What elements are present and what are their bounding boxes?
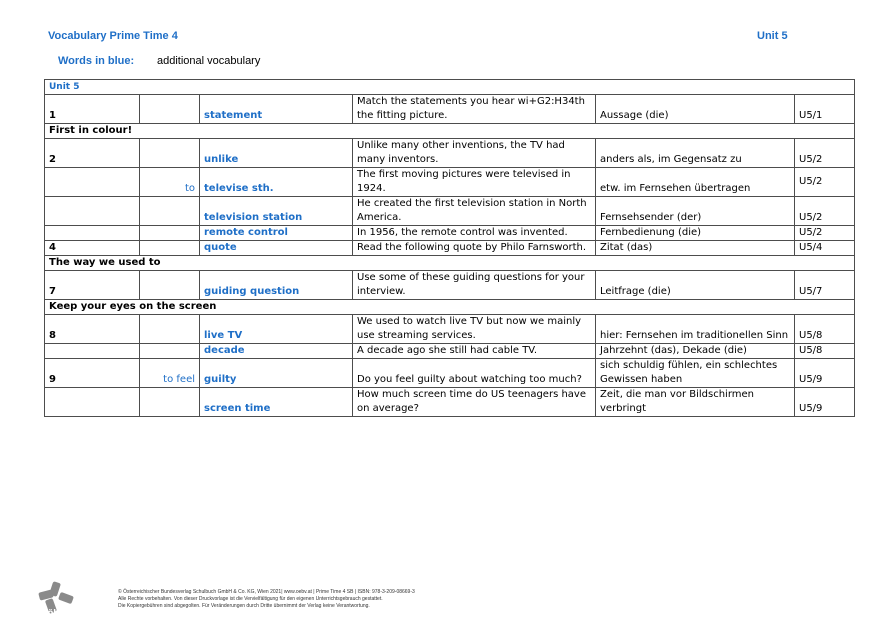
example-sentence: He created the first television station in North America. [353, 197, 596, 226]
exercise-number: 7 [45, 271, 140, 300]
section-title: Keep your eyes on the screen [45, 300, 855, 315]
obv-logo-text: öbv [47, 608, 65, 617]
example-sentence: Do you feel guilty about watching too much? [353, 359, 596, 388]
example-sentence: We used to watch live TV but now we mainly use streaming services. [353, 315, 596, 344]
exercise-number [45, 168, 140, 197]
unit-reference: U5/8 [795, 315, 855, 344]
table-row [45, 226, 855, 241]
german-translation: Fernbedienung (die) [596, 226, 795, 241]
vocab-word: guilty [200, 359, 353, 388]
table-row [45, 271, 855, 300]
exercise-number: 4 [45, 241, 140, 256]
legend-text: additional vocabulary [157, 55, 261, 67]
section-row [45, 256, 855, 271]
vocab-word: quote [200, 241, 353, 256]
word-prefix [140, 344, 200, 359]
german-translation: anders als, im Gegensatz zu [596, 139, 795, 168]
example-sentence: The first moving pictures were televised in 1924. [353, 168, 596, 197]
exercise-number: 2 [45, 139, 140, 168]
exercise-number: 8 [45, 315, 140, 344]
vocab-word: live TV [200, 315, 353, 344]
exercise-number: 1 [45, 95, 140, 124]
table-unit-label: Unit 5 [45, 80, 855, 95]
vocab-word: decade [200, 344, 353, 359]
vocabulary-table-body [45, 80, 855, 417]
vocab-word: statement [200, 95, 353, 124]
german-translation: Fernsehsender (der) [596, 197, 795, 226]
section-row [45, 300, 855, 315]
word-prefix [140, 388, 200, 417]
unit-reference: U5/1 [795, 95, 855, 124]
vocab-word: screen time [200, 388, 353, 417]
unit-reference: U5/4 [795, 241, 855, 256]
example-sentence: Match the statements you hear wi+G2:H34th the fitting picture. [353, 95, 596, 124]
example-sentence: Use some of these guiding questions for your interview. [353, 271, 596, 300]
unit-reference: U5/2 [795, 226, 855, 241]
table-row [45, 344, 855, 359]
section-row [45, 124, 855, 139]
unit-reference: U5/7 [795, 271, 855, 300]
table-row [45, 388, 855, 417]
unit-reference: U5/2 [795, 139, 855, 168]
unit-reference: U5/2 [795, 197, 855, 226]
example-sentence: Unlike many other inventions, the TV had many inventors. [353, 139, 596, 168]
unit-reference: U5/9 [795, 359, 855, 388]
table-row [45, 95, 855, 124]
section-title: First in colour! [45, 124, 855, 139]
vocabulary-table [44, 79, 855, 417]
unit-row [45, 80, 855, 95]
table-row [45, 359, 855, 388]
page-title: Vocabulary Prime Time 4 [48, 30, 178, 42]
vocab-word: guiding question [200, 271, 353, 300]
vocab-word: televise sth. [200, 168, 353, 197]
word-prefix: to [140, 168, 200, 197]
german-translation: Zeit, die man vor Bildschirmen verbringt [596, 388, 795, 417]
word-prefix [140, 139, 200, 168]
word-prefix [140, 241, 200, 256]
vocab-word: unlike [200, 139, 353, 168]
table-row [45, 139, 855, 168]
german-translation: Leitfrage (die) [596, 271, 795, 300]
vocab-word: television station [200, 197, 353, 226]
word-prefix [140, 226, 200, 241]
table-row [45, 241, 855, 256]
table-row [45, 197, 855, 226]
unit-reference: U5/8 [795, 344, 855, 359]
unit-label: Unit 5 [757, 30, 788, 42]
example-sentence: Read the following quote by Philo Farnsworth. [353, 241, 596, 256]
unit-reference: U5/2 [795, 168, 855, 197]
word-prefix [140, 197, 200, 226]
exercise-number [45, 388, 140, 417]
legend-label: Words in blue: [58, 55, 135, 67]
exercise-number [45, 344, 140, 359]
footer-line-3: Die Kopiergebühren sind abgegolten. Für Veränderungen durch Dritte übernimmt der Verlag keine Verantwortung. [118, 603, 370, 609]
footer-line-1: © Österreichischer Bundesverlag Schulbuch GmbH & Co. KG, Wien 2021| www.oebv.at | Prime Time 4 SB | ISBN: 978-3-209-08669-3 [118, 589, 415, 595]
copyright-footer [118, 589, 678, 610]
word-prefix: to feel [140, 359, 200, 388]
german-translation: Aussage (die) [596, 95, 795, 124]
word-prefix [140, 315, 200, 344]
table-row [45, 315, 855, 344]
exercise-number: 9 [45, 359, 140, 388]
example-sentence: A decade ago she still had cable TV. [353, 344, 596, 359]
unit-reference: U5/9 [795, 388, 855, 417]
word-prefix [140, 95, 200, 124]
german-translation: Jahrzehnt (das), Dekade (die) [596, 344, 795, 359]
german-translation: hier: Fernsehen im traditionellen Sinn [596, 315, 795, 344]
vocab-word: remote control [200, 226, 353, 241]
example-sentence: In 1956, the remote control was invented. [353, 226, 596, 241]
exercise-number [45, 226, 140, 241]
footer-line-2: Alle Rechte vorbehalten. Von dieser Druckvorlage ist die Vervielfältigung für den eigenen Unterrichtsgebrauch gestattet. [118, 596, 383, 602]
german-translation: Zitat (das) [596, 241, 795, 256]
word-prefix [140, 271, 200, 300]
german-translation: etw. im Fernsehen übertragen [596, 168, 795, 197]
table-row [45, 168, 855, 197]
german-translation: sich schuldig fühlen, ein schlechtes Gewissen haben [596, 359, 795, 388]
section-title: The way we used to [45, 256, 855, 271]
exercise-number [45, 197, 140, 226]
obv-logo-icon [38, 581, 74, 617]
example-sentence: How much screen time do US teenagers have on average? [353, 388, 596, 417]
